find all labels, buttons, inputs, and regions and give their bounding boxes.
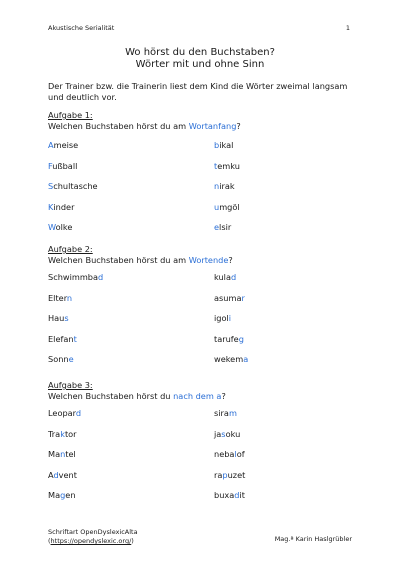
real-word: Schultasche: [48, 181, 98, 191]
task-2-heading: Aufgabe 2:: [48, 244, 93, 254]
font-name: Schriftart OpenDyslexicAlta: [48, 528, 138, 536]
task-1-header: [48, 110, 348, 132]
running-header: Akustische Serialität: [48, 24, 115, 32]
pseudo-word: kulad: [214, 272, 237, 282]
real-word: Haus: [48, 313, 69, 323]
pseudo-word: rapuzet: [214, 469, 246, 480]
task-1-question: Welchen Buchstaben hörst du am Wortanfang?: [48, 121, 241, 131]
real-word: Fußball: [48, 160, 78, 171]
real-word: Elefant: [48, 333, 77, 344]
task-3-question: Welchen Buchstaben hörst du nach dem a?: [48, 391, 226, 401]
pseudo-word: wekema: [214, 354, 249, 364]
real-word: Leopard: [48, 408, 82, 418]
page-subtitle: Wörter mit und ohne Sinn: [135, 59, 265, 70]
real-word: Magen: [48, 490, 76, 500]
pseudo-word: igoli: [214, 313, 232, 323]
real-word: Schwimmbad: [48, 272, 104, 282]
pseudo-word: buxadit: [214, 490, 245, 500]
pseudo-word: elsir: [214, 222, 232, 232]
instruction-text: Der Trainer bzw. die Trainerin liest dem Kind die Wörter zweimal langsam und deutlich vor.: [48, 81, 348, 102]
author-name: Mag.ª Karin Haslgrübler: [274, 535, 352, 543]
task-3-heading: Aufgabe 3:: [48, 380, 93, 390]
page-number: 1: [345, 24, 350, 32]
pseudo-word: bikal: [214, 140, 234, 150]
real-word: Wolke: [48, 222, 73, 232]
pseudo-word: jasoku: [214, 428, 241, 439]
pseudo-word: siram: [214, 408, 237, 418]
real-word: Advent: [48, 469, 77, 480]
pseudo-word: umgöl: [214, 201, 240, 212]
real-word: Ameise: [48, 140, 79, 150]
task-3-header: [48, 380, 348, 402]
real-word: Traktor: [48, 428, 77, 439]
real-word: Kinder: [48, 201, 75, 212]
pseudo-word: nirak: [214, 181, 235, 191]
footer-font-credit: Schriftart OpenDyslexicAlta (https://opendyslexic.org/): [48, 528, 138, 545]
real-word: Eltern: [48, 292, 73, 303]
pseudo-word: asumar: [214, 292, 245, 303]
task-2-header: [48, 244, 348, 266]
pseudo-word: temku: [214, 160, 240, 171]
real-word: Sonne: [48, 354, 74, 364]
opendyslexic-link[interactable]: https://opendyslexic.org/: [50, 537, 132, 545]
page-title: Wo hörst du den Buchstaben?: [125, 47, 275, 58]
pseudo-word: tarufeg: [214, 333, 244, 344]
real-word: Mantel: [48, 449, 76, 459]
task-1-heading: Aufgabe 1:: [48, 110, 93, 120]
pseudo-word: nebalof: [214, 449, 245, 459]
task-2-question: Welchen Buchstaben hörst du am Wortende?: [48, 255, 233, 265]
